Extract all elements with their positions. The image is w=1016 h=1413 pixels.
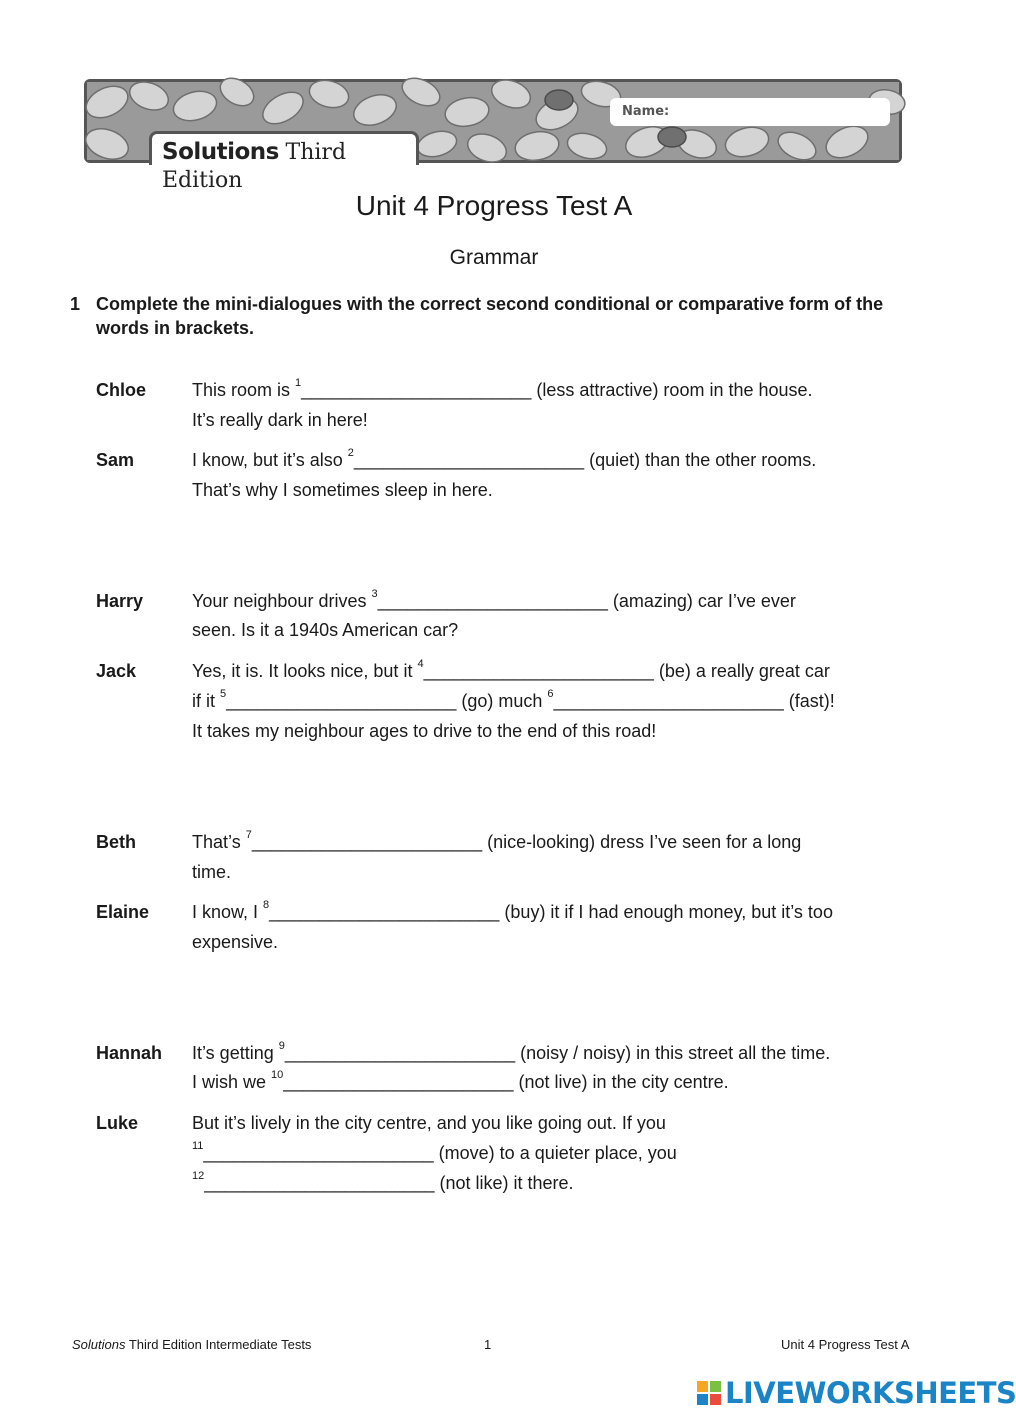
dialogue-line: I know, I $^8$_______________________ (buy) it if I had enough money, but it’s too [192, 899, 833, 922]
brand-tab [149, 131, 419, 193]
answer-blank[interactable]: _______________________ [301, 380, 532, 400]
liveworksheets-watermark [697, 1378, 1016, 1408]
liveworksheets-logo-icon [697, 1381, 721, 1405]
dialogue-line: Yes, it is. It looks nice, but it $^4$_______________________ (be) a really great car [192, 658, 830, 681]
answer-blank[interactable]: _______________________ [269, 902, 500, 922]
dialogue-line: time. [192, 862, 232, 882]
answer-blank[interactable]: _______________________ [423, 661, 654, 681]
gap-number: 12 [192, 1170, 205, 1182]
dialogue-line: if it $^5$_______________________ (go) much $^6$_______________________ (fast)! [192, 688, 835, 711]
task-number: 1 [70, 294, 81, 314]
speaker-luke: Luke [96, 1113, 139, 1133]
answer-blank[interactable]: _______________________ [553, 691, 784, 711]
dialogue-line: That’s $^7$_______________________ (nice-looking) dress I’ve seen for a long [192, 829, 802, 852]
speaker-beth: Beth [96, 832, 136, 852]
answer-blank[interactable]: _______________________ [251, 832, 483, 852]
answer-blank[interactable]: _______________________ [226, 691, 457, 711]
footer-left: Solutions Third Edition Intermediate Tests [72, 1337, 312, 1352]
speaker-sam: Sam [96, 450, 135, 470]
gap-number: 6 [547, 688, 554, 700]
dialogue-line: expensive. [192, 932, 279, 952]
answer-blank[interactable]: _______________________ [377, 591, 608, 611]
speaker-hannah: Hannah [96, 1043, 163, 1063]
gap-number: 1 [295, 377, 302, 389]
gap-number: 10 [271, 1069, 284, 1081]
footer-page-number: 1 [484, 1337, 492, 1352]
speaker-elaine: Elaine [96, 902, 150, 922]
footer-right: Unit 4 Progress Test A [781, 1337, 910, 1352]
task-text: Complete the mini-dialogues with the correct second conditional or comparative form of the words in brackets. [96, 294, 884, 338]
dialogue-line: It’s really dark in here! [192, 410, 368, 430]
dialogue-line: I wish we $^{10}$_______________________ (not live) in the city centre. [192, 1069, 729, 1092]
dialogue-line: But it’s lively in the city centre, and you like going out. If you [192, 1113, 666, 1133]
dialogue-line: seen. Is it a 1940s American car? [192, 620, 459, 640]
dialogue-line: $^{12}$_______________________ (not like) it there. [192, 1170, 574, 1193]
name-field[interactable] [610, 98, 890, 126]
answer-blank[interactable]: _______________________ [284, 1043, 516, 1063]
dialogue-line: $^{11}$_______________________ (move) to a quieter place, you [192, 1140, 677, 1163]
dialogue-line: This room is $^1$_______________________ (less attractive) room in the house. [192, 377, 813, 400]
section-title: Grammar [449, 246, 539, 269]
speaker-jack: Jack [96, 661, 137, 681]
answer-blank[interactable]: _______________________ [203, 1143, 434, 1163]
answer-blank[interactable]: _______________________ [283, 1072, 514, 1092]
dialogue-line: It takes my neighbour ages to drive to the end of this road! [192, 721, 657, 741]
dialogue-line: It’s getting $^9$_______________________ (noisy / noisy) in this street all the time. [192, 1040, 831, 1063]
name-label: Name: [622, 104, 670, 119]
page-title: Unit 4 Progress Test A [355, 190, 633, 221]
speaker-chloe: Chloe [96, 380, 147, 400]
answer-blank[interactable]: _______________________ [204, 1173, 435, 1193]
gap-number: 4 [417, 658, 424, 670]
gap-number: 2 [347, 447, 354, 459]
dialogue-line: That’s why I sometimes sleep in here. [192, 480, 493, 500]
dialogue-line: Your neighbour drives $^3$_______________________ (amazing) car I’ve ever [192, 588, 796, 611]
gap-number: 3 [371, 588, 378, 600]
dialogue-line: I know, but it’s also $^2$_______________________ (quiet) than the other rooms. [192, 447, 817, 470]
watermark-text: LIVEWORKSHEETS [725, 1376, 1016, 1410]
gap-number: 7 [245, 829, 252, 841]
speaker-harry: Harry [96, 591, 144, 611]
brand-bold: Solutions [162, 139, 279, 165]
gap-number: 11 [192, 1140, 204, 1152]
header-banner [84, 79, 902, 193]
gap-number: 9 [278, 1040, 285, 1052]
answer-blank[interactable]: _______________________ [353, 450, 585, 470]
gap-number: 8 [263, 899, 270, 911]
gap-number: 5 [220, 688, 227, 700]
brand-edition: Third Edition [162, 140, 347, 193]
